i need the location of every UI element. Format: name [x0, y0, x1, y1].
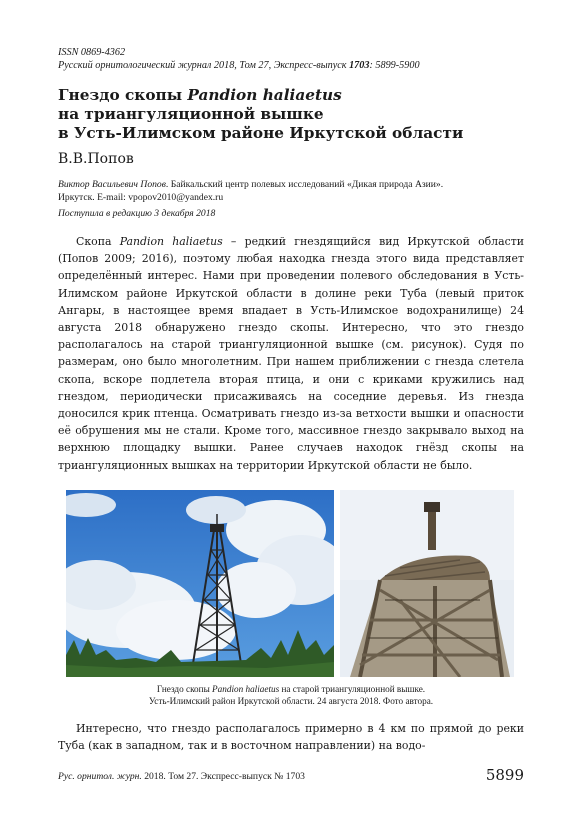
journal-citation: Русский орнитологический журнал 2018, Том 27, Экспресс-выпуск 1703: 5899-5900 [58, 60, 420, 71]
journal-header [58, 46, 528, 72]
article-title: Гнездо скопы Pandion haliaetus на триангуляционной вышке в Усть-Илимском районе Иркутской области [58, 86, 464, 142]
author-full-name: Виктор Васильевич Попов [58, 179, 166, 190]
footer-citation: Рус. орнитол. журн. 2018. Том 27. Экспресс-выпуск № 1703 [58, 771, 305, 782]
figure-caption: Гнездо скопы Pandion haliaetus на старой триангуляционной вышке. Усть-Илимский район Иркутской области. 24 августа 2018. Фото автора. [148, 684, 434, 706]
body-paragraph-2: Интересно, что гнездо располагалось примерно в 4 км по прямой до реки Туба (как в западном, так и в восточном направлении) на водо- [58, 722, 524, 753]
title-species: Pandion haliaetus [187, 86, 342, 104]
body-paragraph-1: Скопа Pandion haliaetus – редкий гнездящийся вид Иркутской области (Попов 2009; 2016), поэтому любая находка гнезда этого вида представляет определённый интерес. Нами при проведении полевого обследования в Усть-Илимском районе Иркутской области в долине реки Туба (левый приток Ангары, в настоящее время впадает в Усть-Илимское водохранилище) 24 августа 2018 обнаружено гнездо скопы. Интересно, что это гнездо располагалось на старой триангуляционной вышке (см. рисунок). Судя по размерам, оно было многолетним. При нашем приближении с гнезда слетела скопа, вскоре подлетела вторая птица, и они с криками кружились над гнездом, периодически присаживаясь на соседние деревья. Из гнезда доносился крик птенца. Осматривать гнездо из-за ветхости вышки и опасности её обрушения мы не стали. Кроме того, массивное гнездо закрывало выход на верхнюю площадку вышки. Ранее случаев находок гнёзд скопы на триангуляционных вышках на территории Иркутской области не было. [58, 235, 524, 472]
figure-photos [66, 490, 514, 677]
photo-tower-sky [66, 490, 334, 677]
photo-nest-closeup [340, 490, 514, 677]
issn: ISSN 0869-4362 [58, 47, 126, 58]
received-date: Поступила в редакцию 3 декабря 2018 [58, 208, 216, 219]
page-footer [58, 766, 524, 786]
page-number: 5899 [485, 766, 524, 784]
author: В.В.Попов [58, 151, 134, 167]
author-email: Иркутск. E-mail: vpopov2010@yandex.ru [58, 191, 224, 203]
affiliation: Виктор Васильевич Попов. Байкальский центр полевых исследований «Дикая природа Азии». Иркутск. E-mail: vpopov2010@yandex.ru [58, 179, 528, 204]
